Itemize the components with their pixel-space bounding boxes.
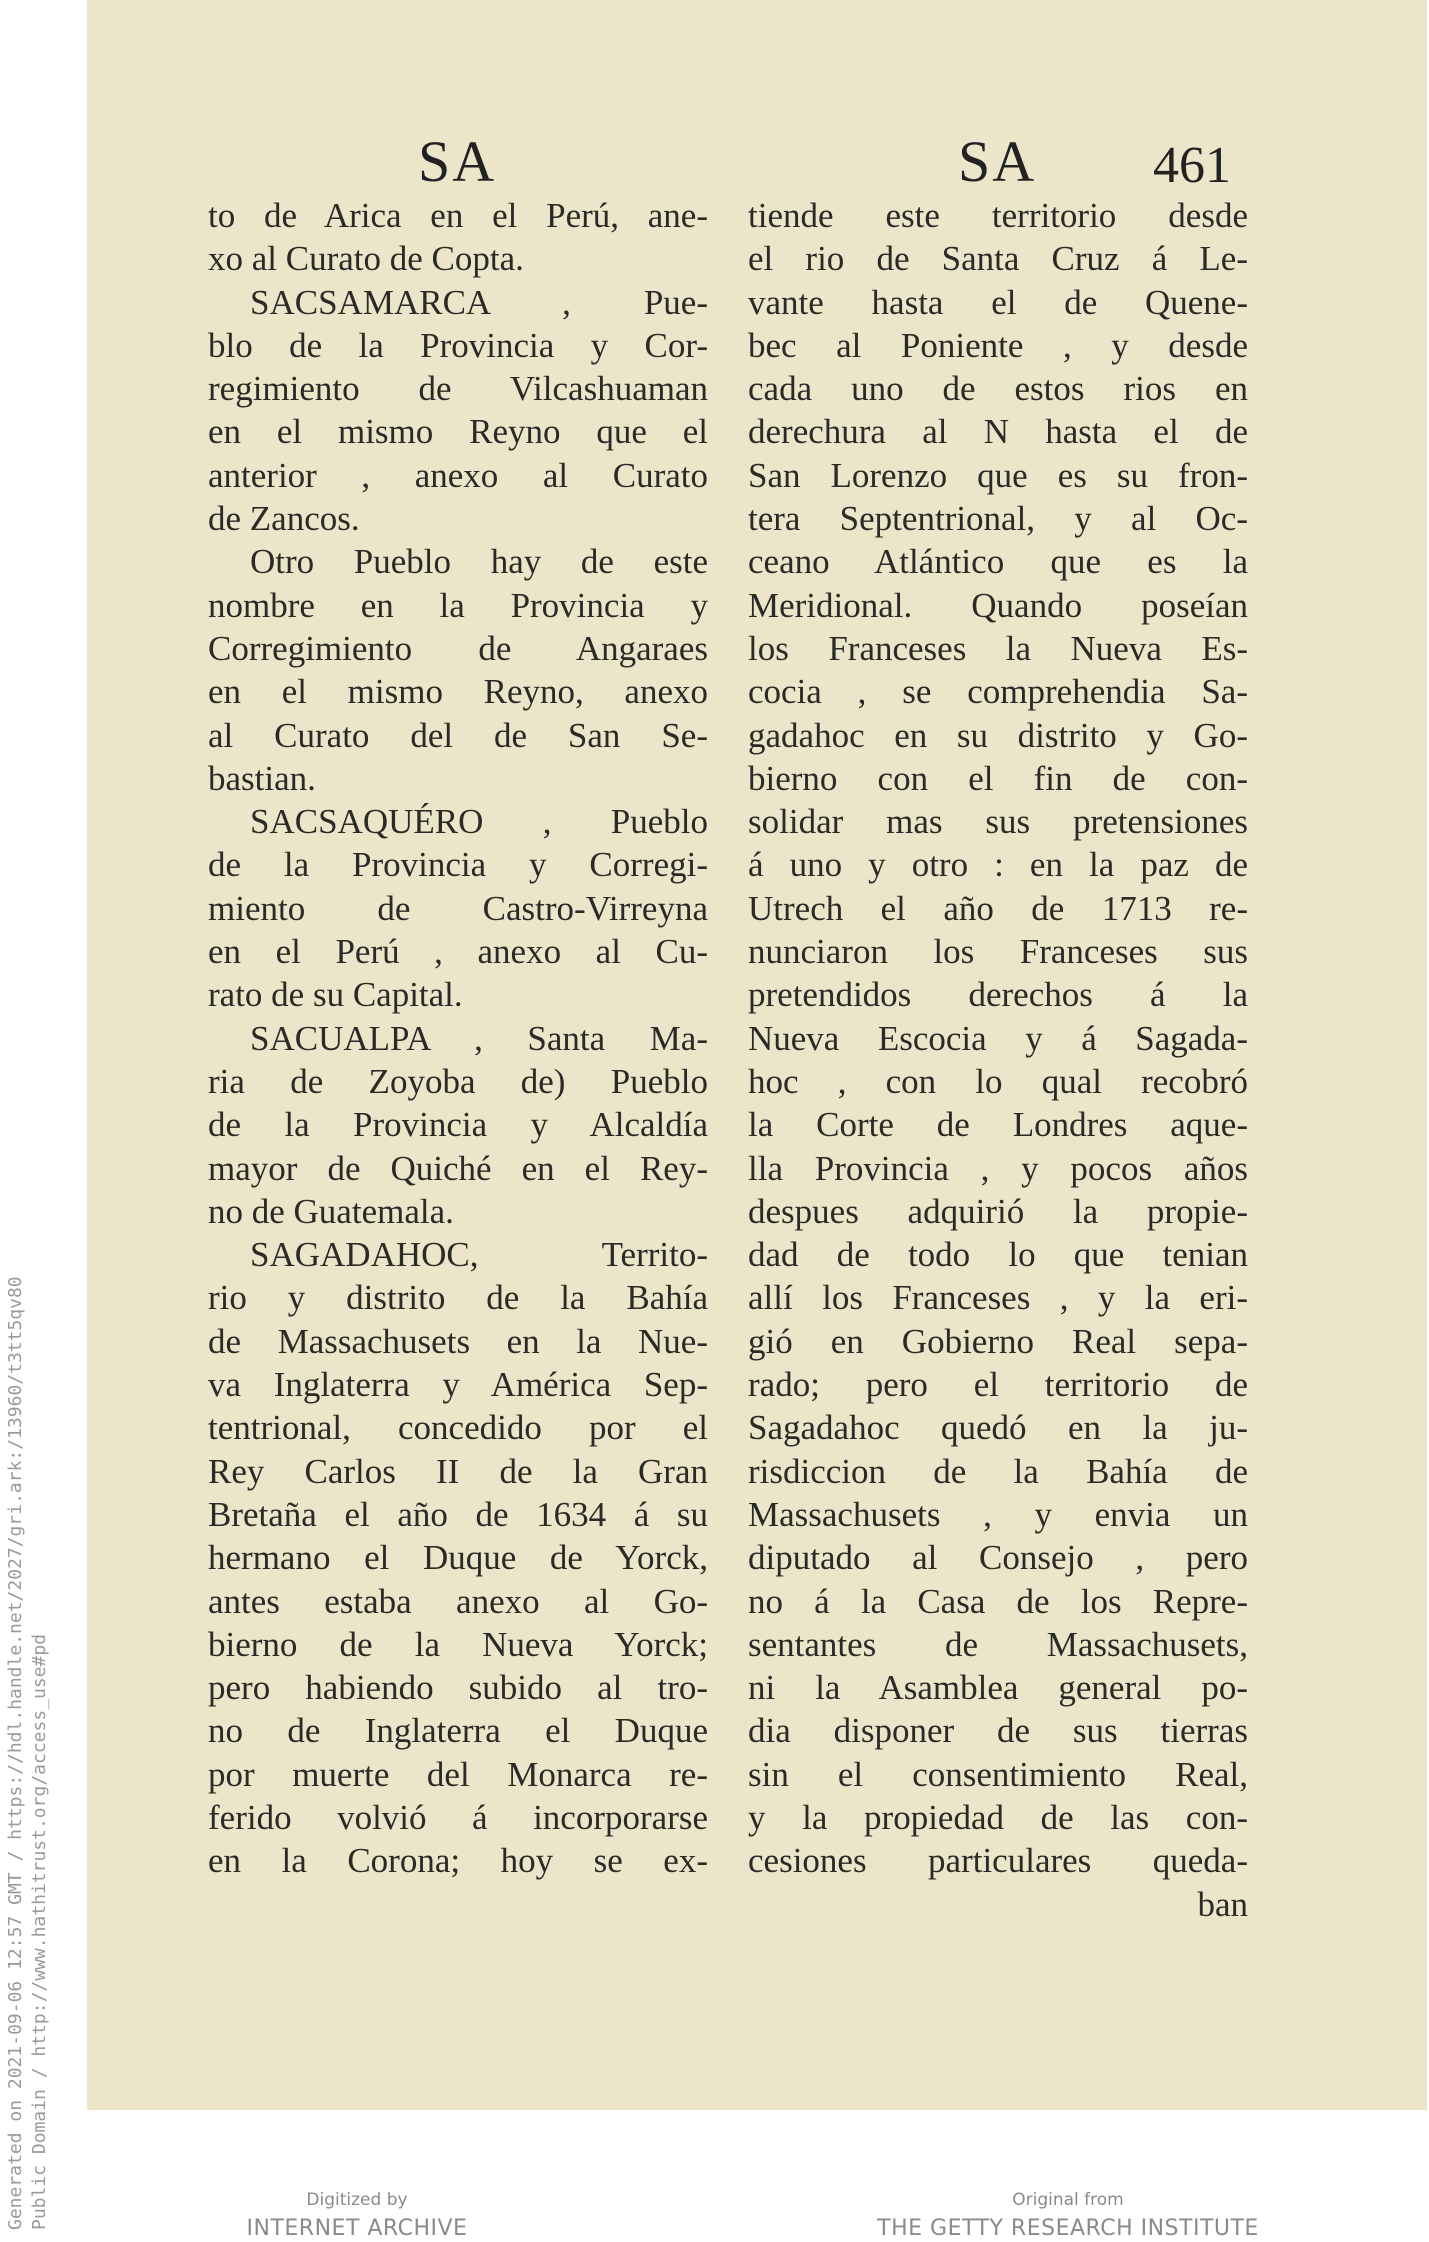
text-line: Rey Carlos II de la Gran	[208, 1451, 708, 1491]
text-line: bec al Poniente , y desde	[748, 325, 1248, 365]
text-line: ria de Zoyoba de) Pueblo	[208, 1061, 708, 1101]
text-line: gió en Gobierno Real sepa-	[748, 1321, 1248, 1361]
text-line: despues adquirió la propie-	[748, 1191, 1248, 1231]
text-line: de la Provincia y Alcaldía	[208, 1105, 708, 1145]
text-line: dia disponer de sus tierras	[748, 1711, 1248, 1751]
text-line: á uno y otro : en la paz de	[748, 845, 1248, 885]
text-line: en la Corona; hoy se ex-	[208, 1841, 708, 1881]
text-line: la Corte de Londres aque-	[748, 1105, 1248, 1145]
text-line: Meridional. Quando poseían	[748, 585, 1248, 625]
footer-digitized-label: Digitized by	[306, 2190, 408, 2210]
text-line: Nueva Escocia y á Sagada-	[748, 1018, 1248, 1058]
text-line: bierno de la Nueva Yorck;	[208, 1624, 708, 1664]
text-line: nunciaron los Franceses sus	[748, 932, 1248, 972]
text-line: y la propiedad de las con-	[748, 1797, 1248, 1837]
text-line: dad de todo lo que tenian	[748, 1235, 1248, 1275]
text-line: de Massachusets en la Nue-	[208, 1321, 708, 1361]
text-line: derechura al N hasta el de	[748, 412, 1248, 452]
text-line: el rio de Santa Cruz á Le-	[748, 239, 1248, 279]
text-line: Massachusets , y envia un	[748, 1494, 1248, 1534]
text-line: en el mismo Reyno, anexo	[208, 672, 708, 712]
text-line: al Curato del de San Se-	[208, 715, 708, 755]
text-line: en el Perú , anexo al Cu-	[208, 932, 708, 972]
text-line: no á la Casa de los Repre-	[748, 1581, 1248, 1621]
text-line: rado; pero el territorio de	[748, 1365, 1248, 1405]
text-line: SACUALPA , Santa Ma-	[250, 1018, 708, 1058]
text-line: tentrional, concedido por el	[208, 1408, 708, 1448]
running-header-right: SA	[958, 129, 1037, 194]
text-line: cocia , se comprehendia Sa-	[748, 672, 1248, 712]
text-line: ni la Asamblea general po-	[748, 1668, 1248, 1708]
text-line: Sagadahoc quedó en la ju-	[748, 1408, 1248, 1448]
page-number: 461	[1153, 137, 1231, 194]
text-line: de la Provincia y Corregi-	[208, 845, 708, 885]
text-line: rio y distrito de la Bahía	[208, 1278, 708, 1318]
text-line: San Lorenzo que es su fron-	[748, 455, 1248, 495]
text-line: Otro Pueblo hay de este	[250, 542, 708, 582]
text-line: bastian.	[208, 758, 316, 798]
text-line: SAGADAHOC, Territo-	[250, 1235, 708, 1275]
text-line: sin el consentimiento Real,	[748, 1754, 1248, 1794]
text-line: mayor de Quiché en el Rey-	[208, 1148, 708, 1188]
text-line: antes estaba anexo al Go-	[208, 1581, 708, 1621]
text-line: por muerte del Monarca re-	[208, 1754, 708, 1794]
text-line: pretendidos derechos á la	[748, 975, 1248, 1015]
text-line: miento de Castro-Virreyna	[208, 888, 708, 928]
text-line: no de Inglaterra el Duque	[208, 1711, 708, 1751]
hathitrust-watermark	[4, 1276, 52, 2230]
footer-getty-institute: THE GETTY RESEARCH INSTITUTE	[877, 2216, 1259, 2241]
text-line: allí los Franceses , y la eri-	[748, 1278, 1248, 1318]
right-text-column	[748, 194, 1248, 1926]
text-line: cesiones particulares queda-	[748, 1841, 1248, 1881]
text-line: SACSAQUÉRO , Pueblo	[250, 802, 708, 842]
text-line: Bretaña el año de 1634 á su	[208, 1494, 708, 1534]
text-line: Utrech el año de 1713 re-	[748, 888, 1248, 928]
text-line: bierno con el fin de con-	[748, 758, 1248, 798]
text-line: hoc , con lo qual recobró	[748, 1061, 1248, 1101]
text-line: no de Guatemala.	[208, 1191, 454, 1231]
text-line: blo de la Provincia y Cor-	[208, 325, 708, 365]
text-line: vante hasta el de Quene-	[748, 282, 1248, 322]
text-line: tiende este territorio desde	[748, 196, 1248, 235]
text-line: SACSAMARCA , Pue-	[250, 282, 708, 322]
text-line: diputado al Consejo , pero	[748, 1538, 1248, 1578]
text-line: ferido volvió á incorporarse	[208, 1797, 708, 1837]
text-line: cada uno de estos rios en	[748, 369, 1248, 409]
text-line: xo al Curato de Copta.	[208, 239, 524, 279]
text-line: pero habiendo subido al tro-	[208, 1668, 708, 1708]
watermark-line-license: Public Domain / http://www.hathitrust.org/access_use#pd	[29, 1633, 50, 2230]
text-line: lla Provincia , y pocos años	[748, 1148, 1248, 1188]
text-line: gadahoc en su distrito y Go-	[748, 715, 1248, 755]
text-line: hermano el Duque de Yorck,	[208, 1538, 708, 1578]
text-line: to de Arica en el Perú, ane-	[208, 196, 708, 235]
text-line: sentantes de Massachusets,	[748, 1624, 1248, 1664]
running-header-left: SA	[418, 129, 497, 194]
text-line: tera Septentrional, y al Oc-	[748, 499, 1248, 539]
text-line: solidar mas sus pretensiones	[748, 802, 1248, 842]
watermark-line-generated: Generated on 2021-09-06 12:57 GMT / https://hdl.handle.net/2027/gri.ark:/13960/t3tt5qv80	[5, 1276, 26, 2230]
text-line: en el mismo Reyno que el	[208, 412, 708, 452]
left-text-column	[208, 194, 708, 1883]
text-line: los Franceses la Nueva Es-	[748, 628, 1248, 668]
footer-internet-archive: INTERNET ARCHIVE	[246, 2216, 468, 2241]
footer-original-from	[858, 2190, 1278, 2241]
text-line: regimiento de Vilcashuaman	[208, 369, 708, 409]
text-line: nombre en la Provincia y	[208, 585, 708, 625]
footer-original-label: Original from	[1012, 2190, 1124, 2210]
text-line: de Zancos.	[208, 499, 360, 539]
text-line: rato de su Capital.	[208, 975, 463, 1015]
text-line: risdiccion de la Bahía de	[748, 1451, 1248, 1491]
text-line: anterior , anexo al Curato	[208, 455, 708, 495]
text-line: Corregimiento de Angaraes	[208, 628, 708, 668]
text-line: ceano Atlántico que es la	[748, 542, 1248, 582]
text-line: ban	[1197, 1884, 1248, 1924]
text-line: va Inglaterra y América Sep-	[208, 1365, 708, 1405]
footer-digitized-by	[232, 2190, 482, 2241]
